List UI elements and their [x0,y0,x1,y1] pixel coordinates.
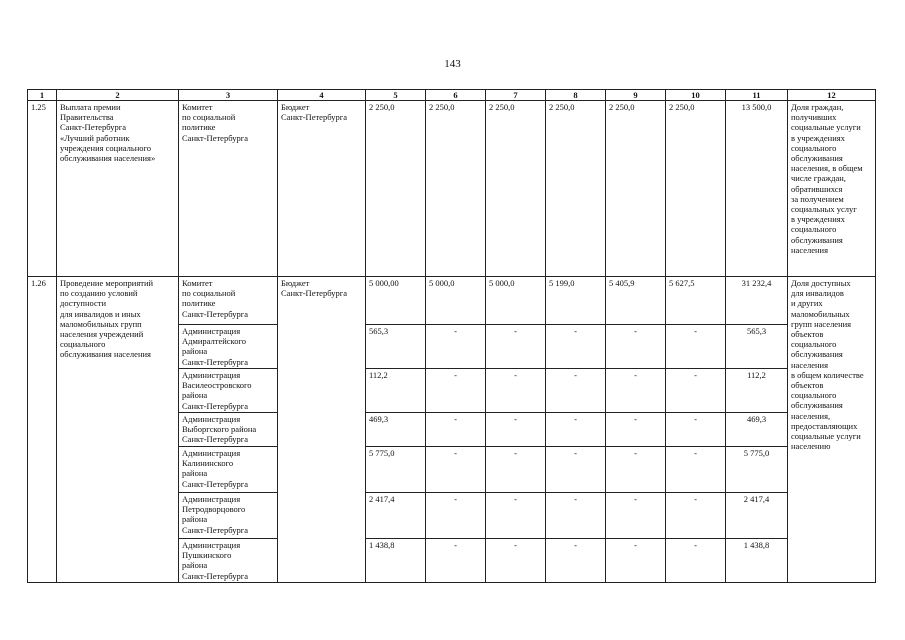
executor-cell: Администрация Калининского района Санкт-Петербурга [179,447,278,493]
total-cell: 112,2 [726,369,788,413]
value-cell: - [486,493,546,539]
value-cell: 2 250,0 [606,101,666,277]
value-cell: - [546,493,606,539]
value-cell: 5 000,00 [366,277,426,325]
column-header: 6 [426,90,486,101]
value-cell: 2 417,4 [366,493,426,539]
column-header: 4 [278,90,366,101]
funding-source-cell: Бюджет Санкт-Петербурга [278,277,366,583]
value-cell: 5 000,0 [426,277,486,325]
column-header: 11 [726,90,788,101]
value-cell: 5 775,0 [366,447,426,493]
header-row [28,90,876,101]
executor-cell: Комитет по социальной политике Санкт-Петербурга [179,277,278,325]
total-cell: 2 417,4 [726,493,788,539]
value-cell: - [606,413,666,447]
executor-cell: Администрация Выборгского района Санкт-Петербурга [179,413,278,447]
column-header: 3 [179,90,278,101]
value-cell: 5 627,5 [666,277,726,325]
total-cell: 565,3 [726,325,788,369]
funding-source-cell: Бюджет Санкт-Петербурга [278,101,366,277]
table-row-1-25 [28,101,876,277]
value-cell: - [546,369,606,413]
value-cell: - [666,413,726,447]
value-cell: 469,3 [366,413,426,447]
table-row-1-26 [28,277,876,325]
row-id: 1.26 [28,277,57,583]
activity-cell: Выплата премии Правительства Санкт-Петербурга «Лучший работник учреждения социального обслуживания населения» [57,101,179,277]
value-cell: - [486,325,546,369]
value-cell: - [606,539,666,583]
total-cell: 5 775,0 [726,447,788,493]
column-header: 9 [606,90,666,101]
total-cell: 469,3 [726,413,788,447]
total-cell: 13 500,0 [726,101,788,277]
value-cell: 5 199,0 [546,277,606,325]
value-cell: - [426,493,486,539]
value-cell: - [606,447,666,493]
indicator-cell: Доля доступных для инвалидов и других маломобильных групп населения объектов социального обслуживания населения в общем количестве объектов социального обслуживания населения, предоставляющих социальные услуги населению [788,277,876,583]
column-header: 12 [788,90,876,101]
column-header: 5 [366,90,426,101]
value-cell: - [606,493,666,539]
value-cell: 565,3 [366,325,426,369]
value-cell: - [546,325,606,369]
value-cell: 2 250,0 [426,101,486,277]
value-cell: - [666,539,726,583]
value-cell: - [546,539,606,583]
activity-cell: Проведение мероприятий по созданию условий доступности для инвалидов и иных маломобильных групп населения учреждений социального обслуживания населения [57,277,179,583]
page-number: 143 [444,58,461,70]
column-header: 10 [666,90,726,101]
value-cell: - [426,413,486,447]
value-cell: - [666,369,726,413]
value-cell: 2 250,0 [546,101,606,277]
executor-cell: Администрация Петродворцового района Санкт-Петербурга [179,493,278,539]
value-cell: - [546,447,606,493]
value-cell: - [666,325,726,369]
column-header: 2 [57,90,179,101]
value-cell: - [486,447,546,493]
value-cell: - [486,539,546,583]
value-cell: 5 000,0 [486,277,546,325]
value-cell: 112,2 [366,369,426,413]
value-cell: - [426,325,486,369]
value-cell: 5 405,9 [606,277,666,325]
value-cell: - [426,447,486,493]
value-cell: - [426,369,486,413]
value-cell: - [426,539,486,583]
total-cell: 1 438,8 [726,539,788,583]
indicator-cell: Доля граждан, получивших социальные услуги в учреждениях социального обслуживания населения, в общем числе граждан, обратившихся за получением социальных услуг в учреждениях социального обслуживания населения [788,101,876,277]
column-header: 7 [486,90,546,101]
value-cell: - [546,413,606,447]
row-id: 1.25 [28,101,57,277]
value-cell: 2 250,0 [486,101,546,277]
executor-cell: Администрация Пушкинского района Санкт-Петербурга [179,539,278,583]
total-cell: 31 232,4 [726,277,788,325]
value-cell: 2 250,0 [666,101,726,277]
column-header: 1 [28,90,57,101]
budget-table [27,89,876,583]
executor-cell: Администрация Василеостровского района Санкт-Петербурга [179,369,278,413]
value-cell: 1 438,8 [366,539,426,583]
value-cell: - [666,447,726,493]
executor-cell: Администрация Адмиралтейского района Санкт-Петербурга [179,325,278,369]
value-cell: - [606,369,666,413]
value-cell: - [666,493,726,539]
value-cell: - [606,325,666,369]
value-cell: 2 250,0 [366,101,426,277]
column-header: 8 [546,90,606,101]
value-cell: - [486,413,546,447]
value-cell: - [486,369,546,413]
executor-cell: Комитет по социальной политике Санкт-Петербурга [179,101,278,277]
